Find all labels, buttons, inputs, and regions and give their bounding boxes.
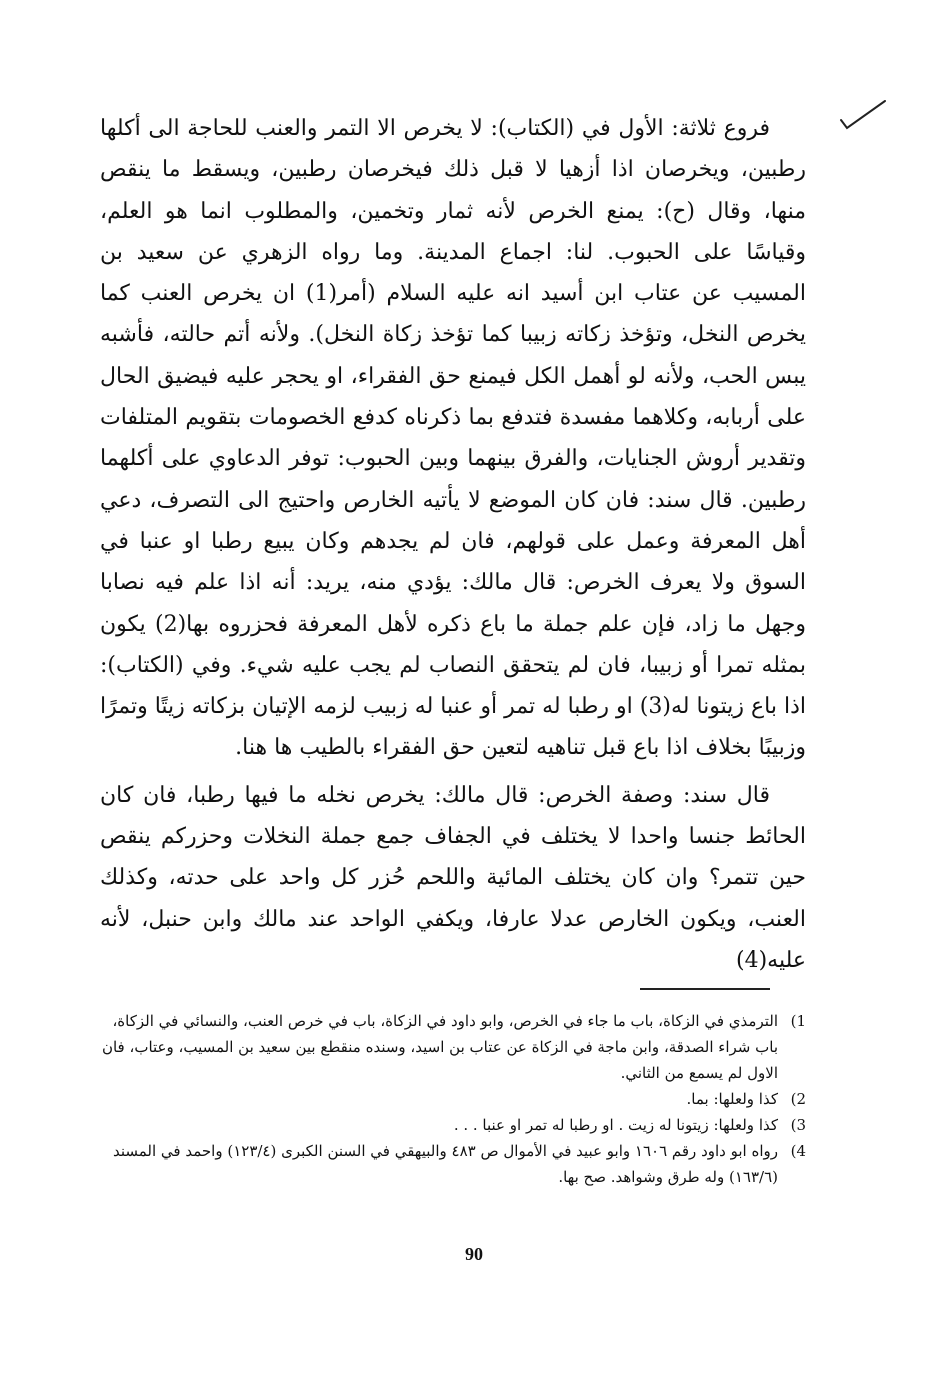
main-text bbox=[100, 108, 806, 981]
footnote bbox=[100, 1112, 806, 1138]
page-number: 90 bbox=[465, 1244, 483, 1264]
footnote-number: 1) bbox=[790, 1012, 806, 1030]
paragraph: فروع ثلاثة: الأول في (الكتاب): لا يخرص الا التمر والعنب للحاجة الى أكلها رطبين، ويخرصان اذا أزهيا لا قبل ذلك فيخرصان رطبين، ويسقط ما ينقص منها، وقال (ح): يمنع الخرص لأنه ثمار وتخمين، والمطلوب انما هو العلم، وقياسًا على الحبوب. لنا: اجماع المدينة. وما رواه الزهري عن سعيد بن المسيب عن عتاب ابن أسيد انه عليه السلام (أمر(1) ان يخرص العنب كما يخرص النخل، وتؤخذ زكاته زبيبا كما تؤخذ زكاة النخل). ولأنه أتم حالته، فأشبه يبس الحب، ولأنه لو أهمل الكل فيمنع حق الفقراء، او يحجر عليه فيضيق الحال على أربابه، وكلاهما مفسدة فتدفع بما ذكرناه كدفع الخصومات بتقويم المتلفات وتقدير أروش الجنايات، والفرق بينهما وبين الحبوب: توفر الدعاوي على أكلهما رطبين. قال سند: فان كان الموضع لا يأتيه الخارص واحتيج الى التصرف، دعي أهل المعرفة وعمل على قولهم، فان لم يجدهم وكان يبيع رطبا او عنبا في السوق ولا يعرف الخرص: قال مالك: يؤدي منه، يريد: أنه اذا علم فيه نصابا وجهل ما زاد، فإن علم جملة ما باع ذكره لأهل المعرفة فحزروه بها(2) يكون بمثله تمرا أو زبيبا، فان لم يتحقق النصاب لم يجب عليه شيء. وفي (الكتاب): اذا باع زيتونا له(3) او رطبا له تمر أو عنبا له زبيب لزمه الإتيان بزكاته زيتًا وتمرًا وزبيبًا بخلاف اذا باع قبل تناهيه لتعين حق الفقراء بالطيب ها هنا. bbox=[99, 116, 807, 761]
footnote-text: كذا ولعلها: بما. bbox=[686, 1090, 778, 1108]
footnote-number: 3) bbox=[790, 1116, 806, 1134]
checkmark-icon bbox=[838, 98, 888, 132]
footnote-separator bbox=[640, 988, 770, 990]
footnote-text: كذا ولعلها: زيتونا له زيت . او رطبا له تمر او عنبا . . . bbox=[453, 1116, 778, 1134]
paragraph: قال سند: وصفة الخرص: قال مالك: يخرص نخله ما فيها رطبا، فان كان الحائط جنسا واحدا لا يختلف في الجفاف جمع جملة النخلات وحزركم ينقص حين تتمر؟ وان كان يختلف المائية واللحم حُزر كل واحد على حدته، وكذلك العنب، ويكون الخارص عدلا عارفا، ويكفي الواحد عند مالك وابن حنبل، لأنه عليه(4) bbox=[100, 782, 806, 973]
footnote bbox=[100, 1138, 806, 1190]
footnote bbox=[100, 1086, 806, 1112]
footnote-number: 4) bbox=[790, 1142, 806, 1160]
footnote-number: 2) bbox=[790, 1090, 806, 1108]
footnote bbox=[100, 1008, 806, 1086]
footnotes bbox=[100, 1008, 806, 1190]
footnote-text: الترمذي في الزكاة، باب ما جاء في الخرص، وابو داود في الزكاة، باب في خرص العنب، والنسائي في الزكاة، باب شراء الصدقة، وابن ماجة في الزكاة عن عتاب بن اسيد، وسنده منقطع بين سعيد بن المسيب، وعتاب، فان الاول لم يسمع من الثاني. bbox=[101, 1012, 778, 1082]
footnote-text: رواه ابو داود رقم ١٦٠٦ وابو عبيد في الأموال ص ٤٨٣ والبيهقي في السنن الكبرى (١٢٣/٤) واحمد في المسند (١٦٣/٦) وله طرق وشواهد. صح بها. bbox=[112, 1142, 778, 1186]
